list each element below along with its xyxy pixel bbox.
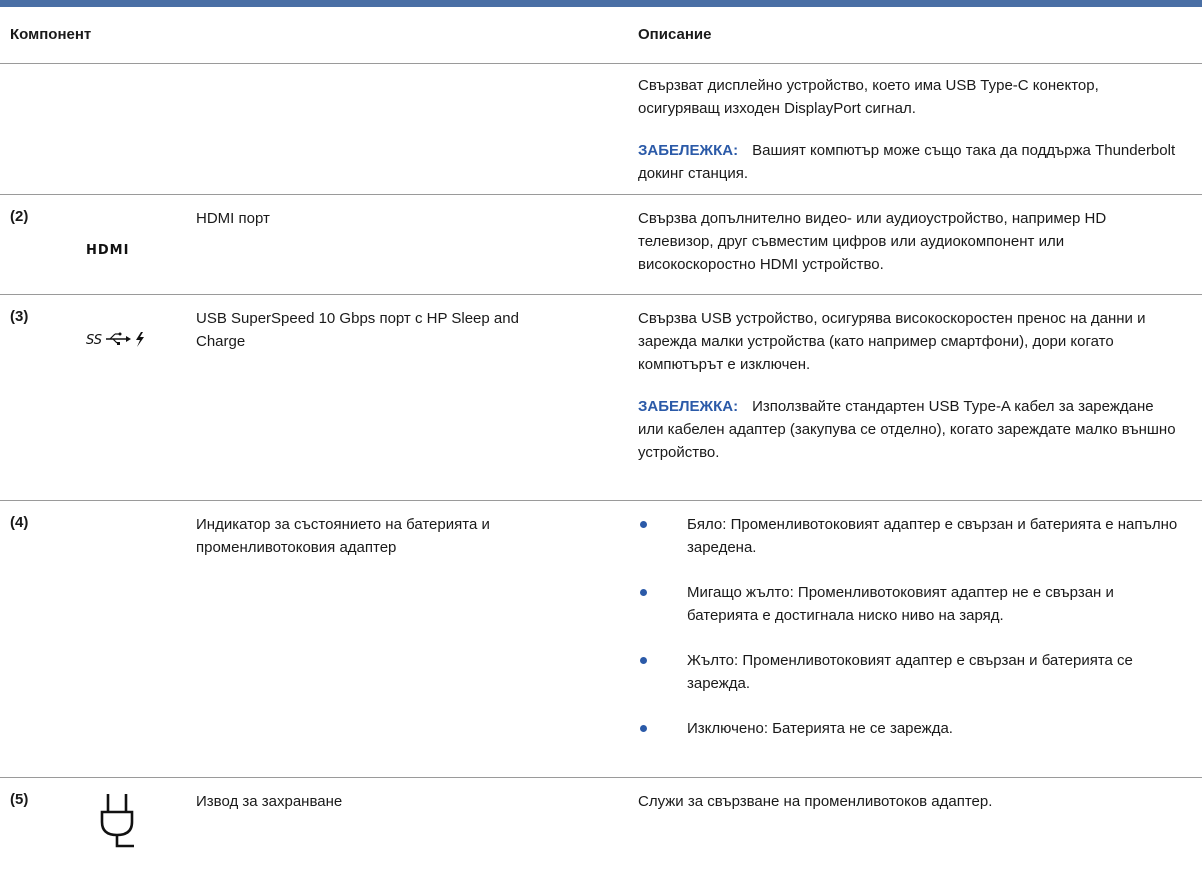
header-component: Компонент (10, 26, 92, 43)
row-description (638, 207, 1183, 295)
note-text: Вашият компютър може също така да поддържа Thunderbolt докинг станция. (638, 142, 1176, 182)
row-number: (3) (10, 308, 29, 325)
hdmi-icon (86, 241, 146, 259)
top-rule (0, 0, 1202, 7)
bullet-icon (640, 521, 647, 528)
component-name: USB SuperSpeed 10 Gbps порт с HP Sleep and Charge (196, 310, 519, 350)
list-item (638, 717, 1183, 740)
svg-text:SS: SS (86, 333, 103, 348)
table-row (0, 195, 1202, 295)
row-description (638, 74, 1183, 204)
description-text: Свързва USB устройство, осигурява високоскоростен пренос на данни и зарежда малки устройства (като например смартфони), дори когато компютърът е изключен. (638, 310, 1146, 373)
component-name: Извод за захранване (196, 793, 343, 810)
table-row (0, 64, 1202, 195)
row-number: (4) (10, 514, 29, 531)
bullet-icon (640, 725, 647, 732)
row-number: (5) (10, 791, 29, 808)
bullet-icon (640, 589, 647, 596)
note (638, 395, 1183, 464)
list-item (638, 513, 1183, 559)
table-header (0, 7, 1202, 64)
component-name: HDMI порт (196, 210, 270, 227)
description-text: Служи за свързване на променливотоков адаптер. (638, 793, 993, 810)
list-item-text: Мигащо жълто: Променливотоковият адаптер не е свързан и батерията е достигнала ниско ниво на заряд. (687, 584, 1114, 624)
usb-superspeed-charge-icon (86, 329, 146, 354)
list-item-text: Жълто: Променливотоковият адаптер е свързан и батерията се зарежда. (687, 652, 1133, 692)
list-item-text: Бяло: Променливотоковият адаптер е свързан и батерията е напълно заредена. (687, 516, 1178, 556)
description-text: Свързват дисплейно устройство, което има USB Type-C конектор, осигуряващ изходен DisplayPort сигнал. (638, 77, 1099, 117)
list-item-text: Изключено: Батерията не се зарежда. (687, 720, 953, 737)
row-description (638, 790, 1183, 832)
table-row (0, 778, 1202, 878)
note-label: ЗАБЕЛЕЖКА: (638, 142, 739, 159)
header-description: Описание (638, 26, 712, 43)
table-row (0, 295, 1202, 501)
row-description (638, 513, 1183, 762)
note-text: Използвайте стандартен USB Type-A кабел за зареждане или кабелен адаптер (закупува се отделно), когато зареждате малко външно устройство. (638, 398, 1176, 461)
description-text: Свързва допълнително видео- или аудиоустройство, например HD телевизор, друг съвместим цифров или аудиокомпонент или високоскоростно HDMI устройство. (638, 210, 1107, 273)
row-description (638, 307, 1183, 483)
note (638, 139, 1183, 185)
hdmi-logo-text: HDMI (86, 243, 130, 258)
list-item (638, 581, 1183, 627)
component-name: Индикатор за състоянието на батерията и променливотоковия адаптер (196, 516, 490, 556)
bullet-icon (640, 657, 647, 664)
note-label: ЗАБЕЛЕЖКА: (638, 398, 739, 415)
row-number: (2) (10, 208, 29, 225)
list-item (638, 649, 1183, 695)
table-row (0, 501, 1202, 778)
power-plug-icon (100, 790, 160, 865)
